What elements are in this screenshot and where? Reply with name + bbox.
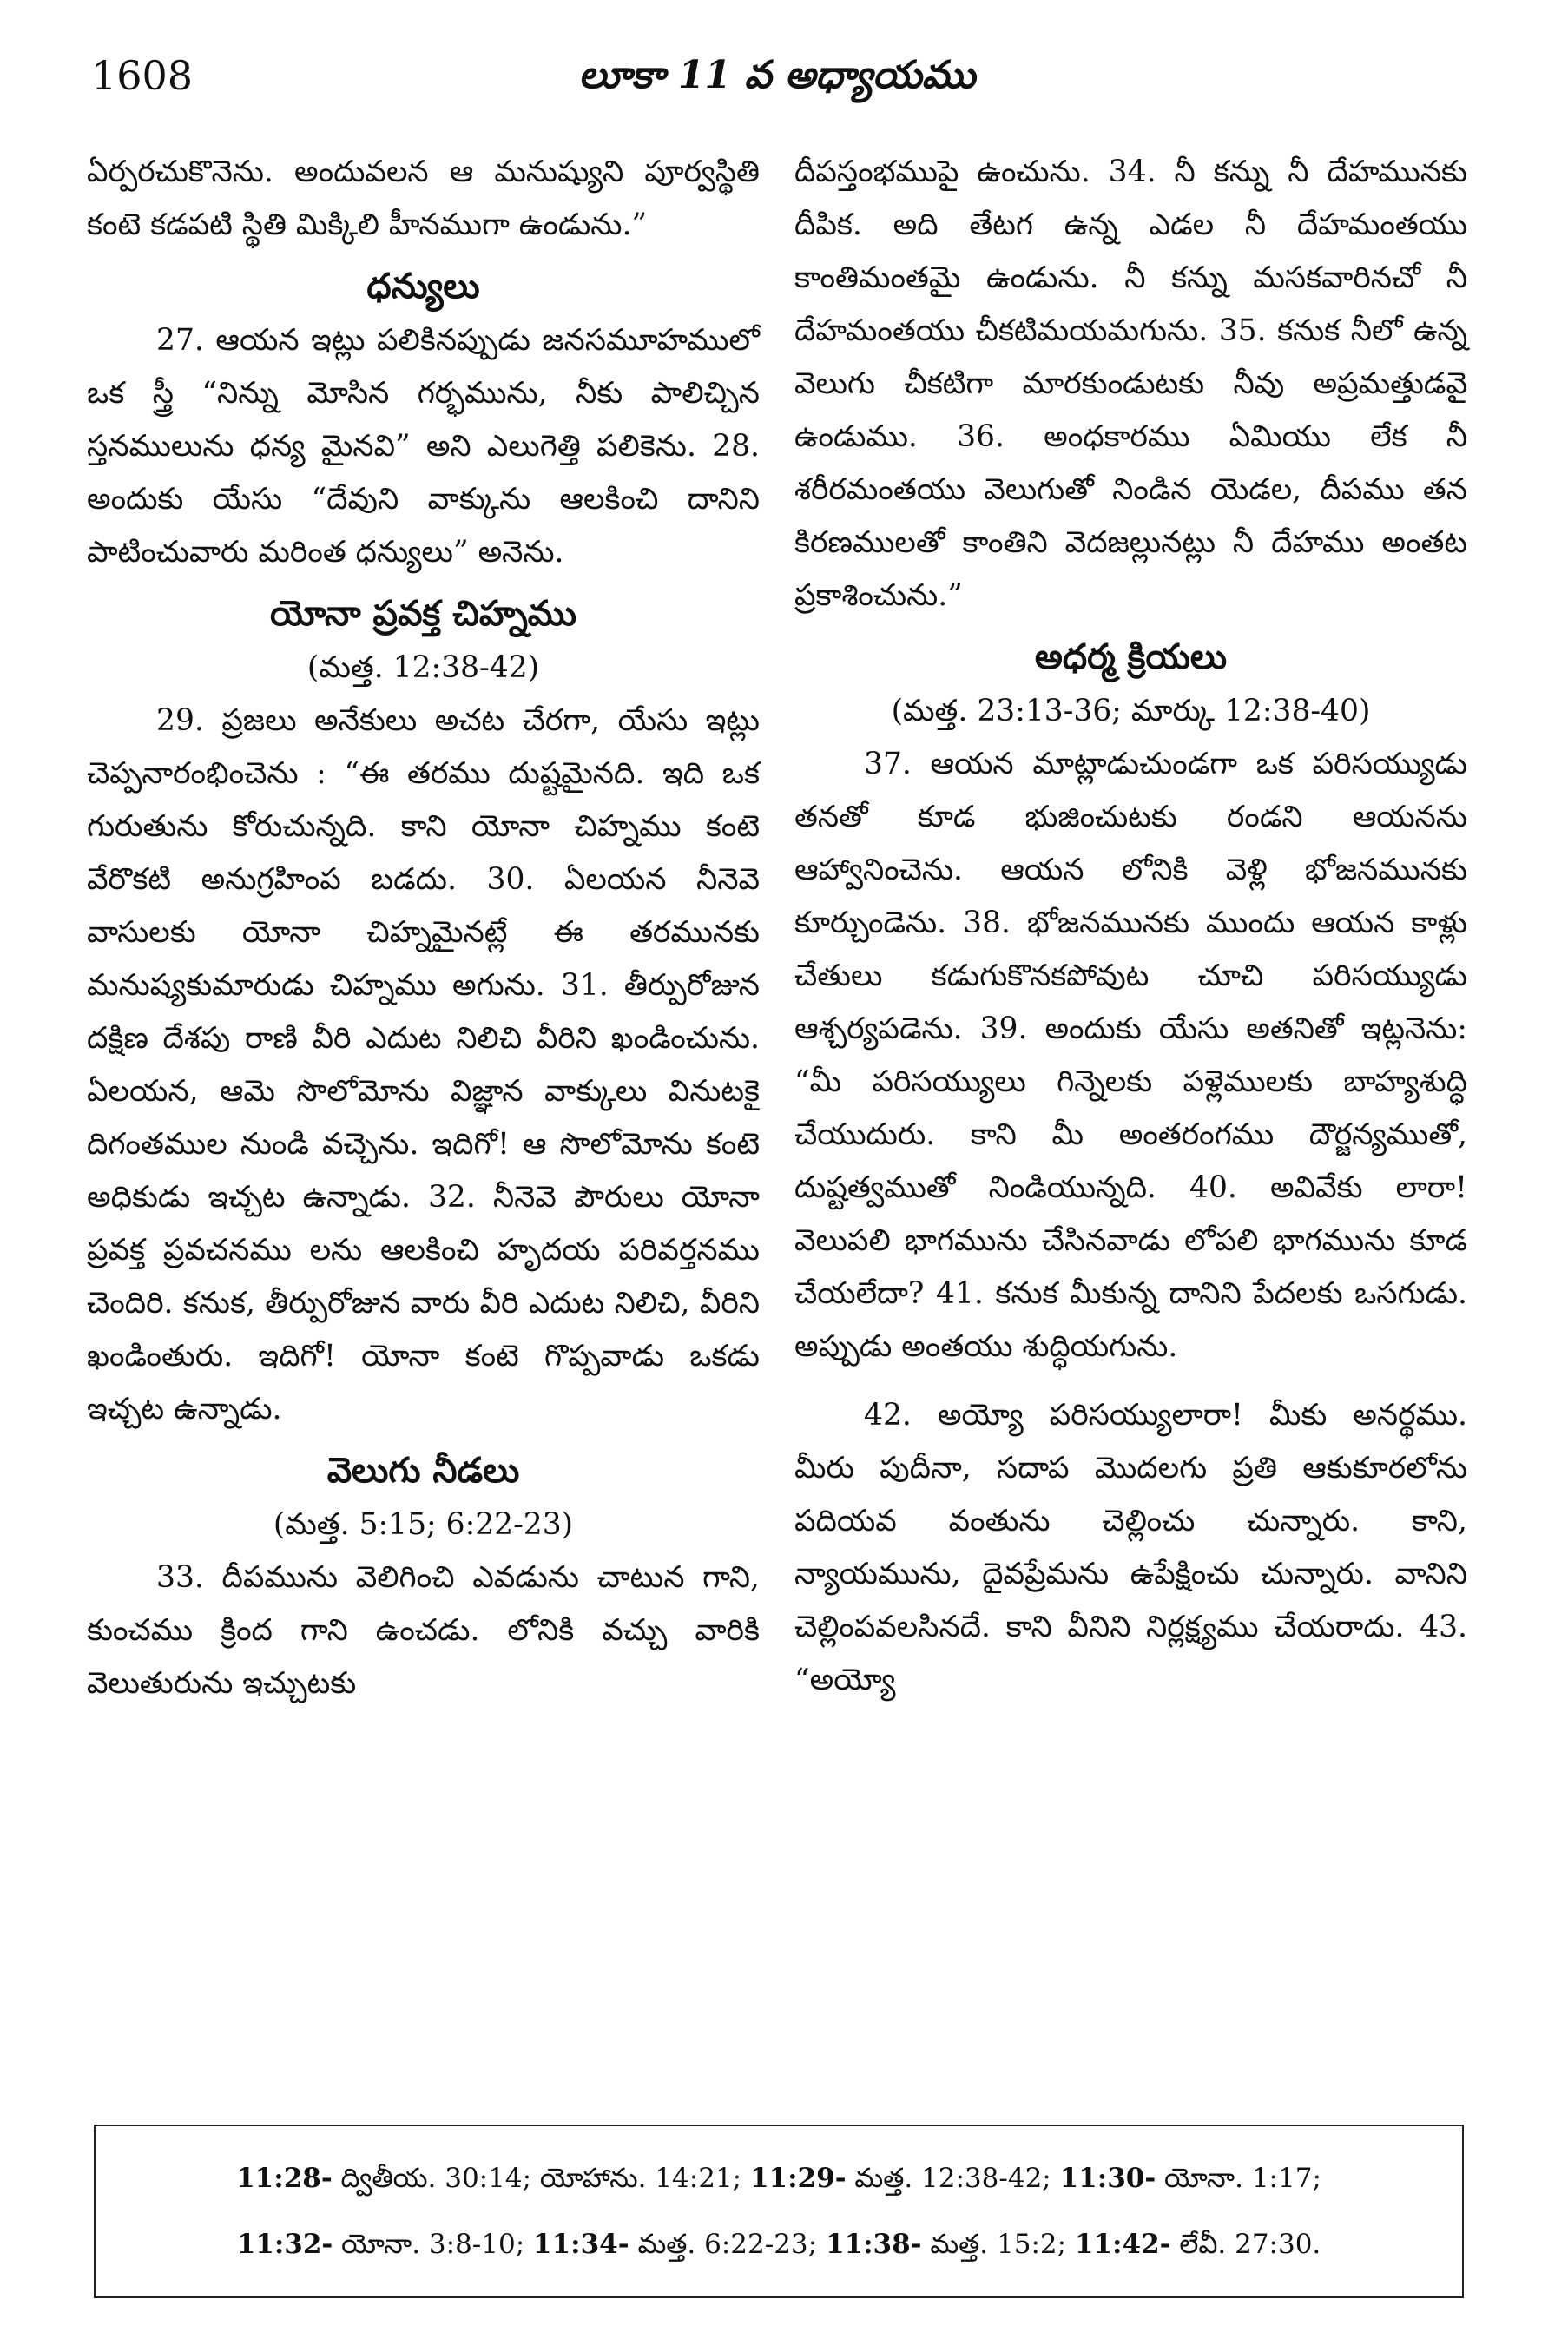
footnote-verse-key: 11:34-: [533, 2229, 629, 2260]
footnote-reference: యోనా. 3:8-10;: [333, 2229, 534, 2260]
cross-reference-box: [94, 2125, 1464, 2298]
section-reference: (మత్త. 5:15; 6:22-23): [273, 1507, 574, 1542]
footnote-verse-key: 11:32-: [236, 2229, 333, 2260]
text-columns: [87, 146, 1467, 2112]
right-column: [794, 146, 1467, 2112]
verse-paragraph: 42. అయ్యో పరిసయ్యులారా! మీకు అనర్థము. మీరు పుదీనా, సదాప మొదలగు ప్రతి ఆకుకూరలోను పదియవ వంతును చెల్లించు చున్నారు. కాని, న్యాయమును, దైవప్రేమను ఉపేక్షించు చున్నారు. వానిని చెల్లింపవలసినదే. కాని వీనిని నిర్లక్ష్యము చేయరాదు. 43. “అయ్యో: [794, 1398, 1467, 1697]
verse-paragraph: ఏర్పరచుకొనెను. అందువలన ఆ మనుష్యుని పూర్వస్థితి కంటె కడపటి స్థితి మిక్కిలి హీనముగా ఉండును.”: [87, 155, 760, 242]
page-number: 1608: [91, 52, 194, 99]
section-heading: వెలుగు నీడలు: [326, 1450, 520, 1491]
verse-paragraph: దీపస్తంభముపై ఉంచును. 34. నీ కన్ను నీ దేహమునకు దీపిక. అది తేటగ ఉన్న ఎడల నీ దేహమంతయు కాంతిమంతమై ఉండును. నీ కన్ను మసకవారినచో నీ దేహమంతయు చీకటిమయమగును. 35. కనుక నీలో ఉన్న వెలుగు చీకటిగా మారకుండుటకు నీవు అప్రమత్తుడవై ఉండుము. 36. అంధకారము ఏమియు లేక నీ శరీరమంతయు వెలుగుతో నిండిన యెడల, దీపము తన కిరణములతో కాంతిని వెదజల్లునట్లు నీ దేహము అంతట ప్రకాశించును.”: [794, 155, 1467, 613]
footnote-line: [122, 2211, 1436, 2277]
verse-paragraph: 37. ఆయన మాట్లాడుచుండగా ఒక పరిసయ్యుడు తనతో కూడ భుజించుటకు రండని ఆయనను ఆహ్వానించెను. ఆయన లోనికి వెళ్లి భోజనమునకు కూర్చుండెను. 38. భోజనమునకు ముందు ఆయన కాళ్లు చేతులు కడుగుకొనకపోవుట చూచి పరిసయ్యుడు ఆశ్చర్యపడెను. 39. అందుకు యేసు అతనితో ఇట్లనెను: “మీ పరిసయ్యులు గిన్నెలకు పళ్లెములకు బాహ్యశుద్ధి చేయుదురు. కాని మీ అంతరంగము దౌర్జన్యముతో, దుష్టత్వముతో నిండియున్నది. 40. అవివేకు లారా! వెలుపలి భాగమును చేసినవాడు లోపలి భాగమును కూడ చేయలేదా? 41. కనుక మీకున్న దానిని పేదలకు ఒసగుడు. అప్పుడు అంతయు శుద్ధియగును.: [794, 747, 1467, 1364]
footnote-reference: మత్త. 12:38-42;: [846, 2163, 1060, 2194]
footnote-verse-key: 11:38-: [825, 2229, 922, 2260]
verse-paragraph: 27. ఆయన ఇట్లు పలికినప్పుడు జనసమూహములో ఒక స్త్రీ “నిన్ను మోసిన గర్భమును, నీకు పాలిచ్చిన స్తనములును ధన్య మైనవి” అని ఎలుగెత్తి పలికెను. 28. అందుకు యేసు “దేవుని వాక్కును ఆలకించి దానిని పాటించువారు మరింత ధన్యులు” అనెను.: [87, 323, 760, 570]
footnote-verse-key: 11:29-: [749, 2163, 847, 2194]
running-head: [91, 45, 1463, 106]
verse-paragraph: 29. ప్రజలు అనేకులు అచట చేరగా, యేసు ఇట్లు చెప్పనారంభించెను : “ఈ తరము దుష్టమైనది. ఇది ఒక గురుతును కోరుచున్నది. కాని యోనా చిహ్నము కంటె వేరొకటి అనుగ్రహింప బడదు. 30. ఏలయన నీనెవె వాసులకు యోనా చిహ్నమైనట్లే ఈ తరమునకు మనుష్యకుమారుడు చిహ్నము అగును. 31. తీర్పురోజున దక్షిణ దేశపు రాణి వీరి ఎదుట నిలిచి వీరిని ఖండించును. ఏలయన, ఆమె సొలోమోను విజ్ఞాన వాక్కులు వినుటకై దిగంతముల నుండి వచ్చెను. ఇదిగో! ఆ సొలోమోను కంటె అధికుడు ఇచ్చట ఉన్నాడు. 32. నీనెవె పౌరులు యోనా ప్రవక్త ప్రవచనము లను ఆలకించి హృదయ పరివర్తనము చెందిరి. కనుక, తీర్పురోజున వారు వీరి ఎదుట నిలిచి, వీరిని ఖండింతురు. ఇదిగో! యోనా కంటె గొప్పవాడు ఒకడు ఇచ్చట ఉన్నాడు.: [87, 703, 760, 1426]
footnote-reference: లేవీ. 27:30.: [1170, 2229, 1321, 2260]
footnote-reference: ద్వితీయ. 30:14; యోహాను. 14:21;: [332, 2163, 750, 2194]
chapter-title: లూకా 11 వ అధ్యాయము: [578, 53, 976, 97]
footnote-verse-key: 11:30-: [1059, 2163, 1156, 2194]
section-heading: యోనా ప్రవక్త చిహ్నము: [270, 593, 576, 634]
verse-paragraph: 33. దీపమును వెలిగించి ఎవడును చాటున గాని, కుంచము క్రింద గాని ఉంచడు. లోనికి వచ్చు వారికి వెలుతురును ఇచ్చుటకు: [87, 1560, 760, 1701]
section-heading: ధన్యులు: [366, 266, 480, 306]
footnote-line: [122, 2145, 1436, 2211]
footnote-reference: మత్త. 6:22-23;: [629, 2229, 826, 2260]
section-heading: అధర్మ క్రియలు: [1034, 636, 1228, 677]
footnote-reference: మత్త. 15:2;: [921, 2229, 1075, 2260]
footnote-reference: యోనా. 1:17;: [1156, 2163, 1321, 2194]
footnote-verse-key: 11:28-: [236, 2163, 333, 2194]
section-reference: (మత్త. 12:38-42): [306, 650, 540, 685]
left-column: [87, 146, 760, 2112]
section-reference: (మత్త. 23:13-36; మార్కు 12:38-40): [891, 694, 1371, 728]
footnote-verse-key: 11:42-: [1074, 2229, 1171, 2260]
